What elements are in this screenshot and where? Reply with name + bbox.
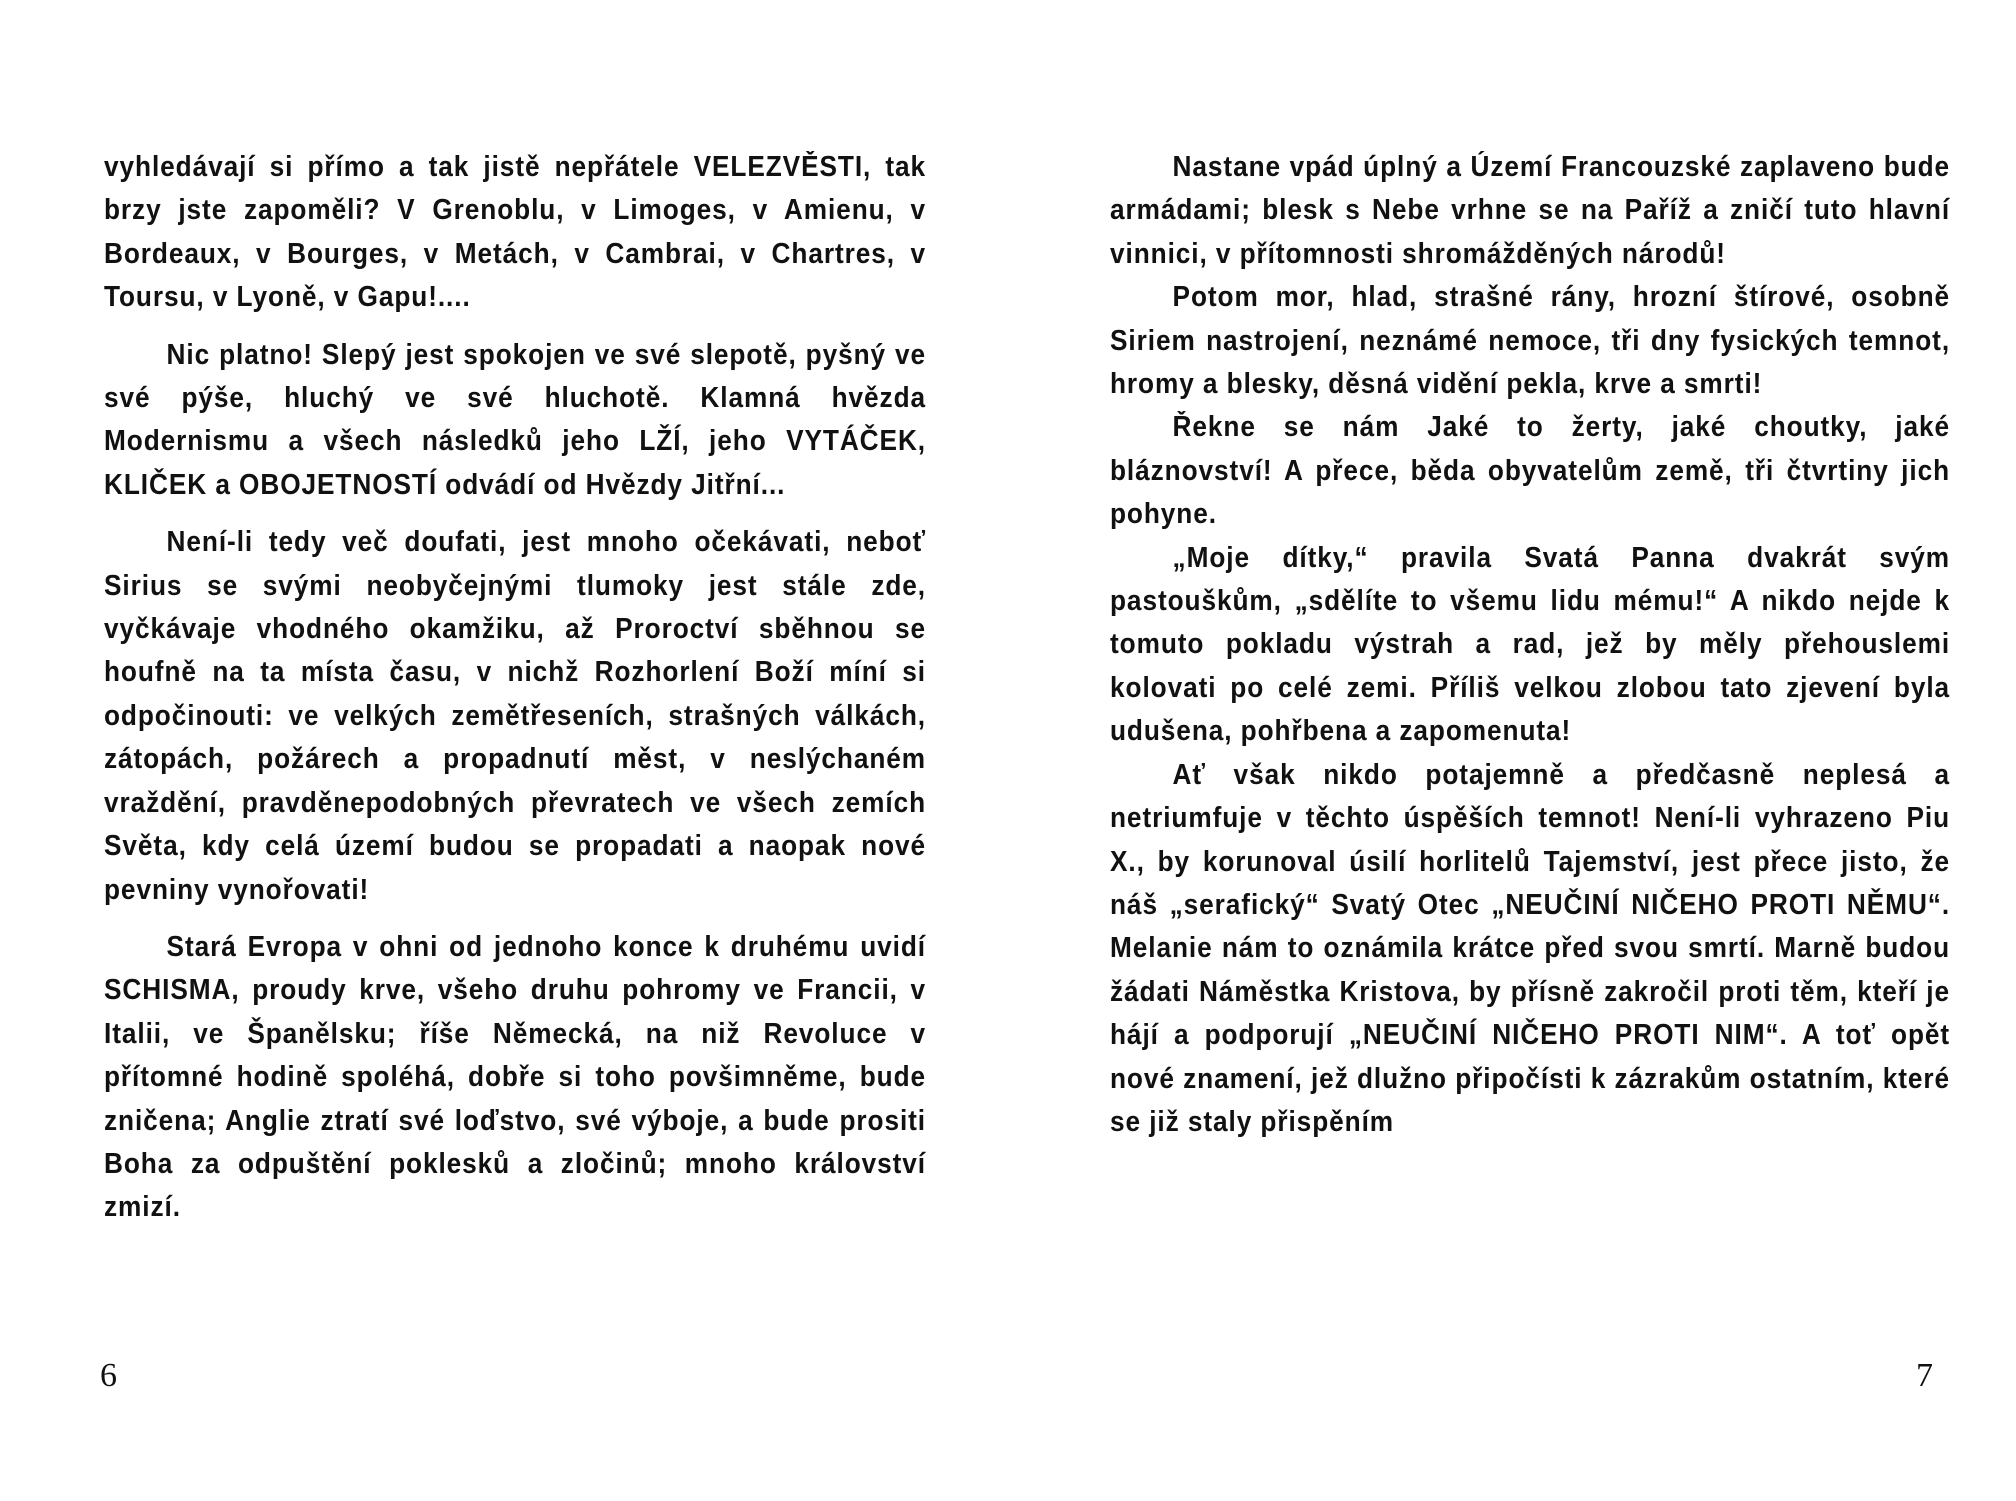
left-page [104,146,926,1230]
page-number-right: 7 [1916,1357,1933,1394]
right-paragraph-2: Potom mor, hlad, strašné rány, hrozní štírové, osobně Siriem nastrojení, neznámé nemoce, tři dny fysických temnot, hromy a blesky, děsná vidění pekla, krve a smrti! [1110,281,1951,401]
left-paragraph-3: Není-li tedy več doufati, jest mnoho očekávati, neboť Sirius se svými neobyčejnými tlumoky jest stále zde, vyčkávaje vhodného okamžiku, až Proroctví sběhnou se houfně na ta místa času, v nichž Rozhorlení Boží míní si odpočinouti: ve velkých zemětřeseních, strašných válkách, zátopách, požárech a propadnutí měst, v neslýchaném vraždění, pravděnepodobných převratech ve všech zemích Světa, kdy celá území budou se propadati a naopak nové pevniny vynořovati! [104,526,927,906]
right-paragraph-1: Nastane vpád úplný a Území Francouzské zaplaveno bude armádami; blesk s Nebe vrhne se na Paříž a zničí tuto hlavní vinnici, v přítomnosti shromážděných národů! [1110,151,1951,270]
right-paragraph-3: Řekne se nám Jaké to žerty, jaké choutky, jaké bláznovství! A přece, běda obyvatelům země, tři čtvrtiny jich pohyne. [1110,411,1951,531]
page-number-left: 6 [100,1357,117,1394]
left-paragraph-4: Stará Evropa v ohni od jednoho konce k druhému uvidí SCHISMA, proudy krve, všeho druhu pohromy ve Francii, v Italii, ve Španělsku; říše Německá, na niž Revoluce v přítomné hodině spoléhá, dobře si toho povšimněme, bude zničena; Anglie ztratí své loďstvo, své výboje, a bude prositi Boha za odpuštění poklesků a zločinů; mnoho království zmizí. [104,930,927,1224]
right-page [1110,146,1950,1144]
right-paragraph-5: Ať však nikdo potajemně a předčasně neplesá a netriumfuje v těchto úspěších temnot! Není-li vyhrazeno Piu X., by korunoval úsilí horlitelů Tajemství, jest přece jisto, že náš „serafický“ Svatý Otec „NEUČINÍ NIČEHO PROTI NĚMU“. Melanie nám to oznámila krátce před svou smrtí. Marně budou žádati Náměstka Kristova, by přísně zakročil proti těm, kteří je hájí a podporují „NEUČINÍ NIČEHO PROTI NIM“. A toť opět nové znamení, jež dlužno připočísti k zázrakům ostatním, které se již staly přispěním [1110,758,1951,1138]
left-paragraph-1: vyhledávají si přímo a tak jistě nepřátele VELEZVĚSTI, tak brzy jste zapoměli? V Grenoblu, v Limoges, v Amienu, v Bordeaux, v Bourges, v Metách, v Cambrai, v Chartres, v Toursu, v Lyoně, v Gapu!.... [104,151,927,314]
left-paragraph-2: Nic platno! Slepý jest spokojen ve své slepotě, pyšný ve své pýše, hluchý ve své hluchotě. Klamná hvězda Modernismu a všech následků jeho LŽÍ, jeho VYTÁČEK, KLIČEK a OBOJETNOSTÍ odvádí od Hvězdy Jitřní... [104,338,927,501]
right-paragraph-4: „Moje dítky,“ pravila Svatá Panna dvakrát svým pastouškům, „sdělíte to všemu lidu mému!“ A nikdo nejde k tomuto pokladu výstrah a rad, jež by měly přehouslemi kolovati po celé zemi. Příliš velkou zlobou tato zjevení byla udušena, pohřbena a zapomenuta! [1110,541,1951,748]
